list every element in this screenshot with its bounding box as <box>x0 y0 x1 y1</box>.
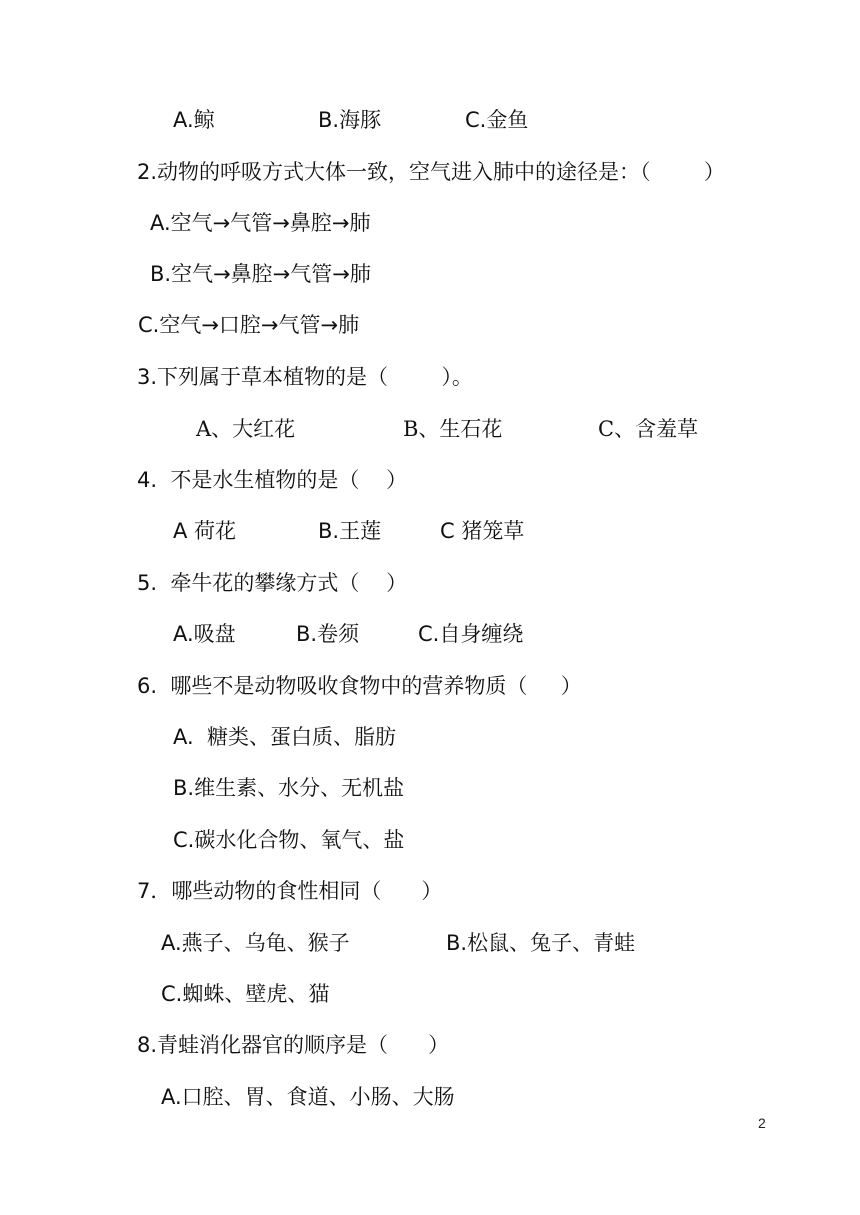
q5-option-c: C.自身缠绕 <box>418 622 524 646</box>
q3-option-a: A、大红花 <box>196 417 296 441</box>
q7-option-c: C.蜘蛛、壁虎、猫 <box>161 982 330 1006</box>
q8-stem: 8.青蛙消化器官的顺序是（ ） <box>137 1033 450 1057</box>
q7-option-b: B.松鼠、兔子、青蛙 <box>446 931 636 955</box>
q3-option-c: C、含羞草 <box>598 417 699 441</box>
q1-option-a: A.鲸 <box>173 108 215 132</box>
q4-stem: 4. 不是水生植物的是（ ） <box>137 468 408 492</box>
q1-option-c: C.金鱼 <box>465 108 529 132</box>
q7-option-a: A.燕子、乌龟、猴子 <box>161 931 350 955</box>
q1-option-b: B.海豚 <box>318 108 382 132</box>
q2-option-b: B.空气→鼻腔→气管→肺 <box>150 262 371 286</box>
q2-option-c: C.空气→口腔→气管→肺 <box>138 313 360 337</box>
q5-option-a: A.吸盘 <box>173 622 236 646</box>
q4-option-c: C 猪笼草 <box>440 519 525 543</box>
q3-option-b: B、生石花 <box>403 417 503 441</box>
q4-option-b: B.王莲 <box>318 519 382 543</box>
q2-option-a: A.空气→气管→鼻腔→肺 <box>150 211 371 235</box>
q6-option-b: B.维生素、水分、无机盐 <box>173 776 405 800</box>
q6-option-a: A. 糖类、蛋白质、脂肪 <box>173 725 397 749</box>
q5-option-b: B.卷须 <box>296 622 360 646</box>
q4-option-a: A 荷花 <box>173 519 237 543</box>
page-number: 2 <box>758 1115 766 1131</box>
q6-option-c: C.碳水化合物、氧气、盐 <box>173 828 405 852</box>
q7-stem: 7．哪些动物的食性相同（ ） <box>137 879 443 903</box>
q3-stem: 3.下列属于草本植物的是（ ）。 <box>137 365 473 389</box>
q5-stem: 5. 牵牛花的攀缘方式（ ） <box>137 571 408 595</box>
q6-stem: 6. 哪些不是动物吸收食物中的营养物质（ ） <box>137 674 582 698</box>
q2-stem: 2.动物的呼吸方式大体一致，空气进入肺中的途径是：（ ） <box>137 160 725 184</box>
q8-option-a: A.口腔、胃、食道、小肠、大肠 <box>161 1085 455 1109</box>
